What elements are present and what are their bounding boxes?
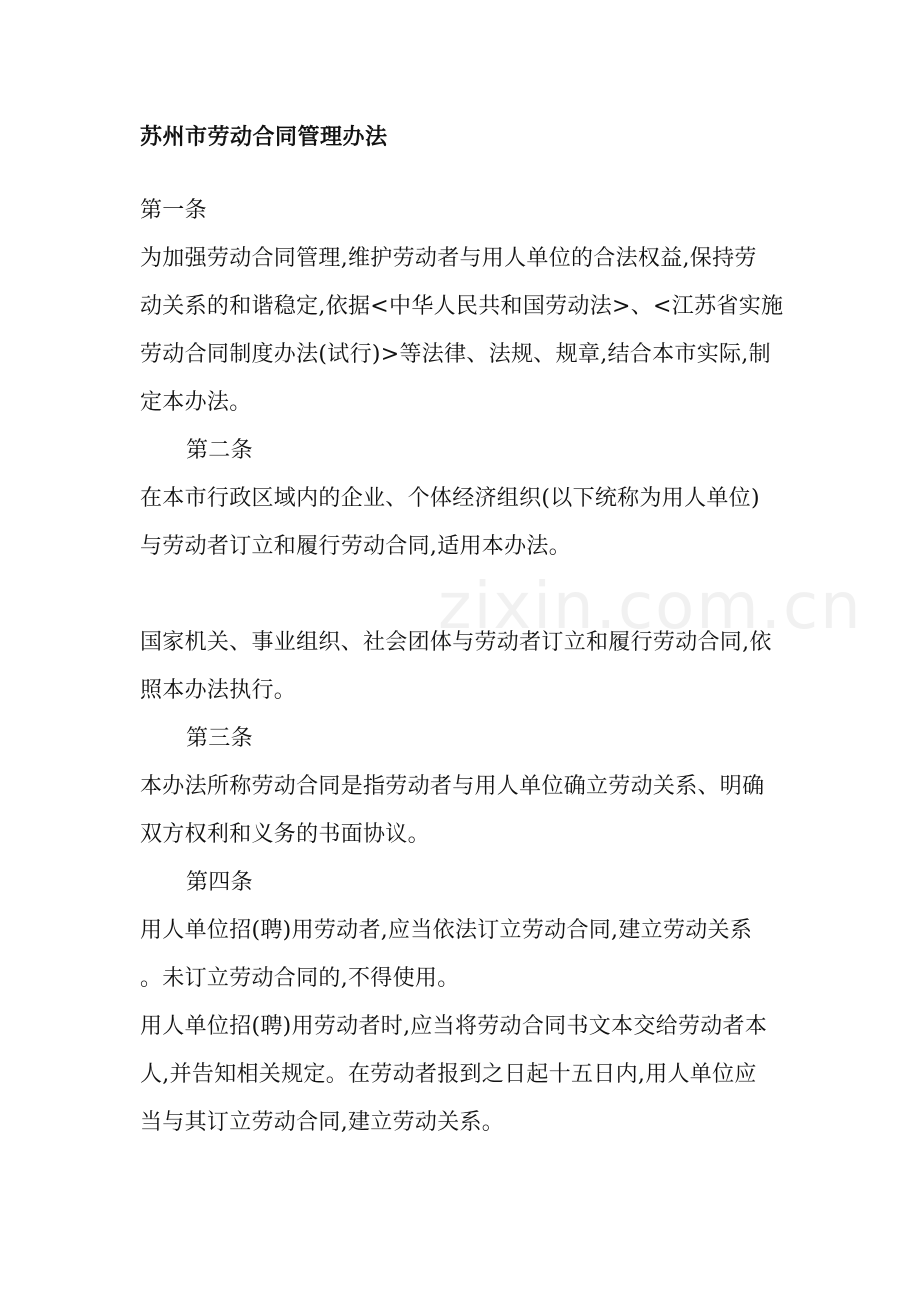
article-2-text-line: 在本市行政区域内的企业、个体经济组织(以下统称为用人单位): [140, 486, 760, 511]
article-1-text-line: 动关系的和谐稳定,依据<中华人民共和国劳动法>、<江苏省实施: [140, 294, 784, 319]
article-3-text-line: 本办法所称劳动合同是指劳动者与用人单位确立劳动关系、明确: [140, 774, 765, 799]
article-4-heading: 第四条: [186, 870, 253, 895]
article-4-text-line: 用人单位招(聘)用劳动者时,应当将劳动合同书文本交给劳动者本: [140, 1014, 768, 1039]
article-1-text-line: 定本办法。: [140, 390, 252, 415]
article-4-text-line: 当与其订立劳动合同,建立劳动关系。: [140, 1110, 505, 1135]
article-4-text-line: 人,并告知相关规定。在劳动者报到之日起十五日内,用人单位应: [140, 1062, 757, 1087]
article-3-heading: 第三条: [186, 726, 253, 751]
article-3-text-line: 双方权利和义务的书面协议。: [140, 822, 430, 847]
document-title: 苏州市劳动合同管理办法: [140, 124, 388, 150]
article-2-text-line: 国家机关、事业组织、社会团体与劳动者订立和履行劳动合同,依: [140, 630, 772, 655]
article-2-heading: 第二条: [186, 438, 253, 463]
article-1-heading: 第一条: [140, 198, 207, 223]
article-2-text-line: 与劳动者订立和履行劳动合同,适用本办法。: [140, 534, 571, 559]
watermark: zixin.com.cn: [438, 570, 863, 644]
article-1-text-line: 为加强劳动合同管理,维护劳动者与用人单位的合法权益,保持劳: [140, 246, 757, 271]
article-4-text-line: 用人单位招(聘)用劳动者,应当依法订立劳动合同,建立劳动关系: [140, 918, 753, 943]
article-1-text-line: 劳动合同制度办法(试行)>等法律、法规、规章,结合本市实际,制: [140, 342, 771, 367]
article-2-text-line: 照本办法执行。: [140, 678, 297, 703]
article-4-text-line: 。未订立劳动合同的,不得使用。: [140, 966, 460, 991]
